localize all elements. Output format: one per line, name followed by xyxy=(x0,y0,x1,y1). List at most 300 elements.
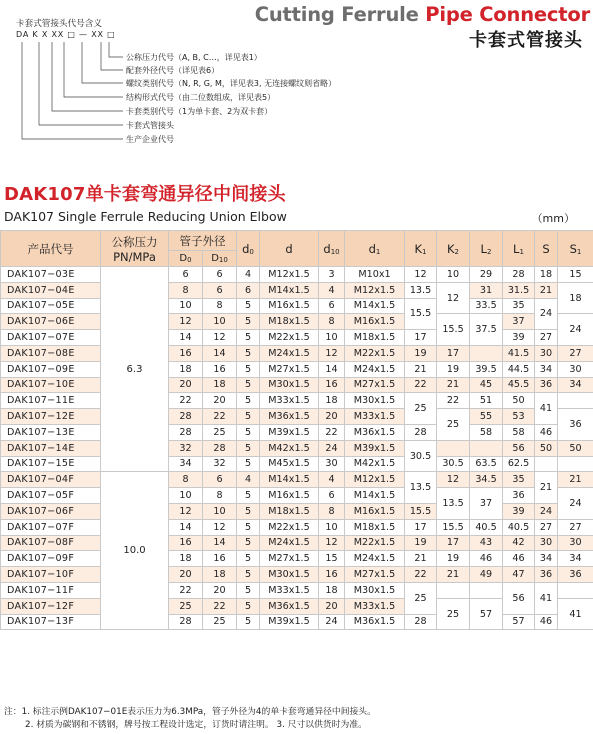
cell-s1: 36 xyxy=(558,409,593,441)
cell-d1: M27x1.5 xyxy=(345,567,405,583)
cell-D10: 25 xyxy=(203,614,237,630)
cell-d1: M12x1.5 xyxy=(345,282,405,298)
cell-d1: M33x1.5 xyxy=(345,598,405,614)
cell-D0: 34 xyxy=(169,456,203,472)
cell-s1: 24 xyxy=(558,488,593,520)
table-row xyxy=(1,472,593,488)
cell-D10: 6 xyxy=(203,282,237,298)
product-code: DAK107−03E xyxy=(1,267,101,283)
product-code: DAK107−05F xyxy=(1,488,101,504)
cell-D10: 14 xyxy=(203,535,237,551)
cell-s: 21 xyxy=(535,472,558,504)
cell-D0: 10 xyxy=(169,298,203,314)
cell-l1: 50 xyxy=(503,393,535,409)
cell-d10: 18 xyxy=(319,393,345,409)
cell-l2: 31 xyxy=(470,282,503,298)
cell-s: 36 xyxy=(535,377,558,393)
cell-D10: 16 xyxy=(203,361,237,377)
cell-d10: 4 xyxy=(319,282,345,298)
cell-k1: 19 xyxy=(405,535,437,551)
table-row xyxy=(1,535,593,551)
cell-d: M22x1.5 xyxy=(260,330,319,346)
cell-D0: 8 xyxy=(169,282,203,298)
cell-l2: 58 xyxy=(470,424,503,440)
cell-d0: 5 xyxy=(237,440,260,456)
cell-D0: 6 xyxy=(169,267,203,283)
product-code: DAK107−12E xyxy=(1,409,101,425)
table-row xyxy=(1,440,593,456)
cell-d0: 5 xyxy=(237,488,260,504)
cell-d1: M39x1.5 xyxy=(345,440,405,456)
product-code: DAK107−09E xyxy=(1,361,101,377)
cell-d0: 5 xyxy=(237,551,260,567)
cell-d: M39x1.5 xyxy=(260,614,319,630)
cell-l2: 37.5 xyxy=(470,314,503,346)
cell-d1: M24x1.5 xyxy=(345,551,405,567)
cell-s1: 27 xyxy=(558,345,593,361)
cell-s1: 36 xyxy=(558,567,593,583)
cell-l1: 28 xyxy=(503,267,535,283)
cell-d: M18x1.5 xyxy=(260,503,319,519)
cell-d10: 3 xyxy=(319,267,345,283)
cell-d0: 5 xyxy=(237,345,260,361)
table-row xyxy=(1,567,593,583)
cell-k1: 25 xyxy=(405,582,437,614)
code-legend xyxy=(8,17,368,157)
header-pn: 公称压力 PN/MPa xyxy=(101,231,169,267)
cell-l1: 41.5 xyxy=(503,345,535,361)
cell-d0: 5 xyxy=(237,298,260,314)
cell-D10: 16 xyxy=(203,551,237,567)
cell-d: M33x1.5 xyxy=(260,582,319,598)
product-code: DAK107−04E xyxy=(1,282,101,298)
cell-l2: 49 xyxy=(470,567,503,583)
cell-s: 21 xyxy=(535,282,558,298)
cell-d: M36x1.5 xyxy=(260,598,319,614)
cell-l2: 57 xyxy=(470,598,503,630)
cell-d0: 5 xyxy=(237,424,260,440)
cell-l2 xyxy=(470,440,503,456)
cell-d10: 20 xyxy=(319,598,345,614)
cell-s: 46 xyxy=(535,614,558,630)
cell-s1: 50 xyxy=(558,440,593,456)
cell-d0: 5 xyxy=(237,456,260,472)
cell-d0: 4 xyxy=(237,267,260,283)
header-d10: d10 xyxy=(319,231,345,267)
cell-d10: 6 xyxy=(319,298,345,314)
cell-s: 24 xyxy=(535,503,558,519)
cell-l1: 56 xyxy=(503,440,535,456)
table-row xyxy=(1,424,593,440)
cell-s: 36 xyxy=(535,567,558,583)
cell-l2: 34.5 xyxy=(470,472,503,488)
cell-s1: 15 xyxy=(558,267,593,283)
cell-s: 24 xyxy=(535,298,558,330)
table-row xyxy=(1,314,593,330)
cell-d1: M24x1.5 xyxy=(345,361,405,377)
cell-s: 50 xyxy=(535,440,558,456)
cell-k1: 19 xyxy=(405,345,437,361)
cell-D0: 16 xyxy=(169,535,203,551)
cell-s: 30 xyxy=(535,535,558,551)
cell-D0: 20 xyxy=(169,567,203,583)
cell-D0: 8 xyxy=(169,472,203,488)
header-s1: S1 xyxy=(558,231,593,267)
cell-l1: 39 xyxy=(503,330,535,346)
table-row xyxy=(1,488,593,504)
cell-k2: 12 xyxy=(437,472,470,488)
cell-l2: 43 xyxy=(470,535,503,551)
cell-l1: 36 xyxy=(503,488,535,504)
cell-d10: 18 xyxy=(319,582,345,598)
cell-d: M45x1.5 xyxy=(260,456,319,472)
header-d0: d0 xyxy=(237,231,260,267)
header-d: d xyxy=(260,231,319,267)
table-row xyxy=(1,377,593,393)
brand-title-red: Pipe Connector xyxy=(425,3,590,26)
cell-d10: 10 xyxy=(319,519,345,535)
cell-d10: 12 xyxy=(319,535,345,551)
unit-label: （mm） xyxy=(531,212,575,225)
cell-D0: 28 xyxy=(169,614,203,630)
cell-k1: 13.5 xyxy=(405,472,437,504)
cell-d: M27x1.5 xyxy=(260,361,319,377)
brand-subtitle: 卡套式管接头 xyxy=(469,30,583,51)
cell-k2 xyxy=(437,582,470,598)
cell-D0: 32 xyxy=(169,440,203,456)
table-row xyxy=(1,503,593,519)
cell-d1: M16x1.5 xyxy=(345,314,405,330)
cell-d10: 24 xyxy=(319,440,345,456)
cell-d: M14x1.5 xyxy=(260,282,319,298)
cell-D0: 28 xyxy=(169,409,203,425)
cell-k2 xyxy=(437,440,470,456)
cell-s: 46 xyxy=(535,424,558,440)
cell-d1: M10x1 xyxy=(345,267,405,283)
cell-D0: 14 xyxy=(169,519,203,535)
product-code: DAK107−14E xyxy=(1,440,101,456)
cell-d: M36x1.5 xyxy=(260,409,319,425)
cell-d1: M22x1.5 xyxy=(345,535,405,551)
cell-s1 xyxy=(558,456,593,472)
legend-item-structure: 结构形式代号（由二位数组成，详见表5） xyxy=(126,93,276,102)
header-l2: L2 xyxy=(470,231,503,267)
cell-s: 30 xyxy=(535,345,558,361)
table-row xyxy=(1,519,593,535)
legend-item-od: 配套外径代号（详见表6） xyxy=(126,66,220,75)
cell-s xyxy=(535,456,558,472)
cell-l1: 45.5 xyxy=(503,377,535,393)
cell-s1: 27 xyxy=(558,519,593,535)
cell-s1: 24 xyxy=(558,314,593,346)
cell-d: M22x1.5 xyxy=(260,519,319,535)
cell-k1: 28 xyxy=(405,424,437,440)
cell-k2: 17 xyxy=(437,345,470,361)
cell-d0: 5 xyxy=(237,598,260,614)
product-code: DAK107−08F xyxy=(1,535,101,551)
cell-d: M24x1.5 xyxy=(260,345,319,361)
cell-k2: 15.5 xyxy=(437,314,470,346)
cell-s: 27 xyxy=(535,330,558,346)
cell-l2: 45 xyxy=(470,377,503,393)
brand-title-gray: Cutting Ferrule xyxy=(254,3,426,26)
cell-k1: 17 xyxy=(405,519,437,535)
legend-item-manufacturer: 生产企业代号 xyxy=(126,135,174,144)
header-tube-od: 管子外径 xyxy=(169,231,237,251)
table-row xyxy=(1,298,593,314)
cell-D10: 10 xyxy=(203,503,237,519)
cell-k2: 25 xyxy=(437,598,470,630)
legend-code: DA K X XX □ — XX □ xyxy=(16,30,116,39)
header-l1: L1 xyxy=(503,231,535,267)
cell-d10: 6 xyxy=(319,488,345,504)
cell-l1: 58 xyxy=(503,424,535,440)
header-s: S xyxy=(535,231,558,267)
cell-l1: 46 xyxy=(503,551,535,567)
cell-k2: 10 xyxy=(437,267,470,283)
cell-d10: 14 xyxy=(319,361,345,377)
cell-s: 34 xyxy=(535,551,558,567)
cell-d: M14x1.5 xyxy=(260,472,319,488)
cell-D10: 20 xyxy=(203,393,237,409)
cell-d1: M14x1.5 xyxy=(345,298,405,314)
product-code: DAK107−08E xyxy=(1,345,101,361)
cell-l1: 57 xyxy=(503,614,535,630)
cell-d1: M36x1.5 xyxy=(345,424,405,440)
product-code: DAK107−11E xyxy=(1,393,101,409)
cell-d0: 5 xyxy=(237,614,260,630)
cell-d1: M42x1.5 xyxy=(345,456,405,472)
cell-s1: 41 xyxy=(558,598,593,630)
cell-D0: 22 xyxy=(169,393,203,409)
cell-D10: 20 xyxy=(203,582,237,598)
cell-k1: 17 xyxy=(405,330,437,346)
cell-k2: 17 xyxy=(437,535,470,551)
cell-l2: 29 xyxy=(470,267,503,283)
cell-k1: 30.5 xyxy=(405,440,437,472)
product-code: DAK107−05E xyxy=(1,298,101,314)
cell-l1: 47 xyxy=(503,567,535,583)
cell-k2: 13.5 xyxy=(437,488,470,520)
cell-d0: 4 xyxy=(237,472,260,488)
header-k2: K2 xyxy=(437,231,470,267)
header-D10: D10 xyxy=(203,251,237,267)
cell-d1: M18x1.5 xyxy=(345,519,405,535)
cell-d1: M30x1.5 xyxy=(345,582,405,598)
cell-D10: 22 xyxy=(203,409,237,425)
cell-s1: 30 xyxy=(558,361,593,377)
cell-d0: 5 xyxy=(237,361,260,377)
cell-k1: 13.5 xyxy=(405,282,437,298)
cell-D10: 8 xyxy=(203,298,237,314)
cell-k1: 15.5 xyxy=(405,298,437,330)
product-code: DAK107−09F xyxy=(1,551,101,567)
product-code: DAK107−04F xyxy=(1,472,101,488)
cell-k1: 15.5 xyxy=(405,503,437,519)
cell-d: M16x1.5 xyxy=(260,298,319,314)
cell-d1: M14x1.5 xyxy=(345,488,405,504)
cell-d0: 5 xyxy=(237,393,260,409)
cell-D0: 16 xyxy=(169,345,203,361)
cell-D10: 12 xyxy=(203,519,237,535)
cell-D10: 8 xyxy=(203,488,237,504)
cell-d10: 10 xyxy=(319,330,345,346)
cell-s: 41 xyxy=(535,582,558,614)
table-row xyxy=(1,345,593,361)
cell-s: 34 xyxy=(535,361,558,377)
pn-value: 6.3 xyxy=(101,267,169,472)
cell-D10: 25 xyxy=(203,424,237,440)
table-row xyxy=(1,551,593,567)
cell-D0: 18 xyxy=(169,551,203,567)
header-product-code: 产品代号 xyxy=(1,231,101,267)
cell-D10: 18 xyxy=(203,567,237,583)
cell-d10: 8 xyxy=(319,314,345,330)
header-k1: K1 xyxy=(405,231,437,267)
table-row xyxy=(1,267,593,283)
cell-d1: M12x1.5 xyxy=(345,472,405,488)
cell-k1: 21 xyxy=(405,361,437,377)
legend-item-connector: 卡套式管接头 xyxy=(126,121,174,130)
cell-l2: 46 xyxy=(470,551,503,567)
cell-D0: 14 xyxy=(169,330,203,346)
cell-D0: 10 xyxy=(169,488,203,504)
cell-d0: 5 xyxy=(237,314,260,330)
product-code: DAK107−07E xyxy=(1,330,101,346)
product-code: DAK107−13E xyxy=(1,424,101,440)
cell-d0: 5 xyxy=(237,567,260,583)
cell-l1: 62.5 xyxy=(503,456,535,472)
legend-title: 卡套式管接头代号含义 xyxy=(16,19,102,29)
cell-d10: 24 xyxy=(319,614,345,630)
cell-d: M33x1.5 xyxy=(260,393,319,409)
cell-d: M16x1.5 xyxy=(260,488,319,504)
cell-l2: 63.5 xyxy=(470,456,503,472)
pn-value: 10.0 xyxy=(101,472,169,630)
cell-k2: 30.5 xyxy=(437,456,470,472)
cell-d0: 5 xyxy=(237,409,260,425)
cell-d1: M27x1.5 xyxy=(345,377,405,393)
cell-k2: 21 xyxy=(437,567,470,583)
cell-d10: 4 xyxy=(319,472,345,488)
cell-d1: M33x1.5 xyxy=(345,409,405,425)
cell-D0: 12 xyxy=(169,314,203,330)
cell-k1: 25 xyxy=(405,393,437,425)
cell-l1: 56 xyxy=(503,582,535,614)
section-title: DAK107单卡套弯通异径中间接头 xyxy=(4,184,286,205)
cell-k1: 28 xyxy=(405,614,437,630)
cell-s1: 34 xyxy=(558,551,593,567)
cell-d0: 5 xyxy=(237,519,260,535)
cell-s1: 34 xyxy=(558,377,593,393)
cell-d: M27x1.5 xyxy=(260,551,319,567)
product-code: DAK107−11F xyxy=(1,582,101,598)
cell-d10: 8 xyxy=(319,503,345,519)
cell-l1: 44.5 xyxy=(503,361,535,377)
cell-d: M12x1.5 xyxy=(260,267,319,283)
table-row xyxy=(1,614,593,630)
cell-k2: 21 xyxy=(437,377,470,393)
cell-l1: 42 xyxy=(503,535,535,551)
product-code: DAK107−12F xyxy=(1,598,101,614)
cell-D0: 22 xyxy=(169,582,203,598)
table-row xyxy=(1,393,593,409)
cell-k2: 25 xyxy=(437,409,470,441)
cell-d10: 20 xyxy=(319,409,345,425)
cell-d0: 6 xyxy=(237,282,260,298)
cell-d: M30x1.5 xyxy=(260,567,319,583)
cell-l2 xyxy=(470,582,503,598)
cell-D0: 18 xyxy=(169,361,203,377)
cell-l2: 51 xyxy=(470,393,503,409)
cell-D0: 28 xyxy=(169,424,203,440)
cell-l2: 40.5 xyxy=(470,519,503,535)
note-2: 2. 材质为碳钢和不锈钢，牌号按工程设计选定，订货时请注明。 3. 尺寸以供货时为准。 xyxy=(25,720,367,730)
cell-l2: 33.5 xyxy=(470,298,503,314)
cell-k2: 12 xyxy=(437,282,470,314)
cell-l2 xyxy=(470,345,503,361)
cell-d10: 22 xyxy=(319,424,345,440)
cell-d1: M36x1.5 xyxy=(345,614,405,630)
table-row xyxy=(1,330,593,346)
cell-l2: 55 xyxy=(470,409,503,425)
table-notes xyxy=(4,706,376,732)
product-code: DAK107−10E xyxy=(1,377,101,393)
cell-D10: 18 xyxy=(203,377,237,393)
cell-D0: 25 xyxy=(169,598,203,614)
product-code: DAK107−06E xyxy=(1,314,101,330)
cell-l2: 39.5 xyxy=(470,361,503,377)
cell-s: 18 xyxy=(535,267,558,283)
table-row xyxy=(1,582,593,598)
cell-l1: 53 xyxy=(503,409,535,425)
cell-D10: 14 xyxy=(203,345,237,361)
header-D0: D0 xyxy=(169,251,203,267)
product-code: DAK107−07F xyxy=(1,519,101,535)
cell-d0: 5 xyxy=(237,330,260,346)
cell-d: M42x1.5 xyxy=(260,440,319,456)
cell-d10: 16 xyxy=(319,377,345,393)
cell-s1 xyxy=(558,582,593,598)
cell-s1: 30 xyxy=(558,535,593,551)
cell-d10: 30 xyxy=(319,456,345,472)
cell-k2: 19 xyxy=(437,361,470,377)
cell-k2: 22 xyxy=(437,393,470,409)
table-row xyxy=(1,456,593,472)
product-code: DAK107−13F xyxy=(1,614,101,630)
cell-k1: 12 xyxy=(405,267,437,283)
cell-l1: 35 xyxy=(503,472,535,488)
table-row xyxy=(1,409,593,425)
cell-D10: 32 xyxy=(203,456,237,472)
legend-item-ferrule-type: 卡套类别代号（1为单卡套、2为双卡套） xyxy=(126,107,273,116)
cell-d0: 5 xyxy=(237,377,260,393)
spec-table xyxy=(0,230,593,630)
cell-d0: 5 xyxy=(237,582,260,598)
cell-D10: 6 xyxy=(203,472,237,488)
cell-D10: 6 xyxy=(203,267,237,283)
cell-d10: 16 xyxy=(319,567,345,583)
cell-D10: 22 xyxy=(203,598,237,614)
cell-d: M30x1.5 xyxy=(260,377,319,393)
section-subtitle: DAK107 Single Ferrule Reducing Union Elbow xyxy=(4,209,287,224)
cell-k2: 15.5 xyxy=(437,519,470,535)
legend-item-thread: 螺纹类别代号（N, R, G, M，详见表3, 无连接螺纹则省略） xyxy=(126,79,337,88)
cell-l1: 31.5 xyxy=(503,282,535,298)
cell-d: M39x1.5 xyxy=(260,424,319,440)
table-row xyxy=(1,282,593,298)
cell-k1: 22 xyxy=(405,567,437,583)
